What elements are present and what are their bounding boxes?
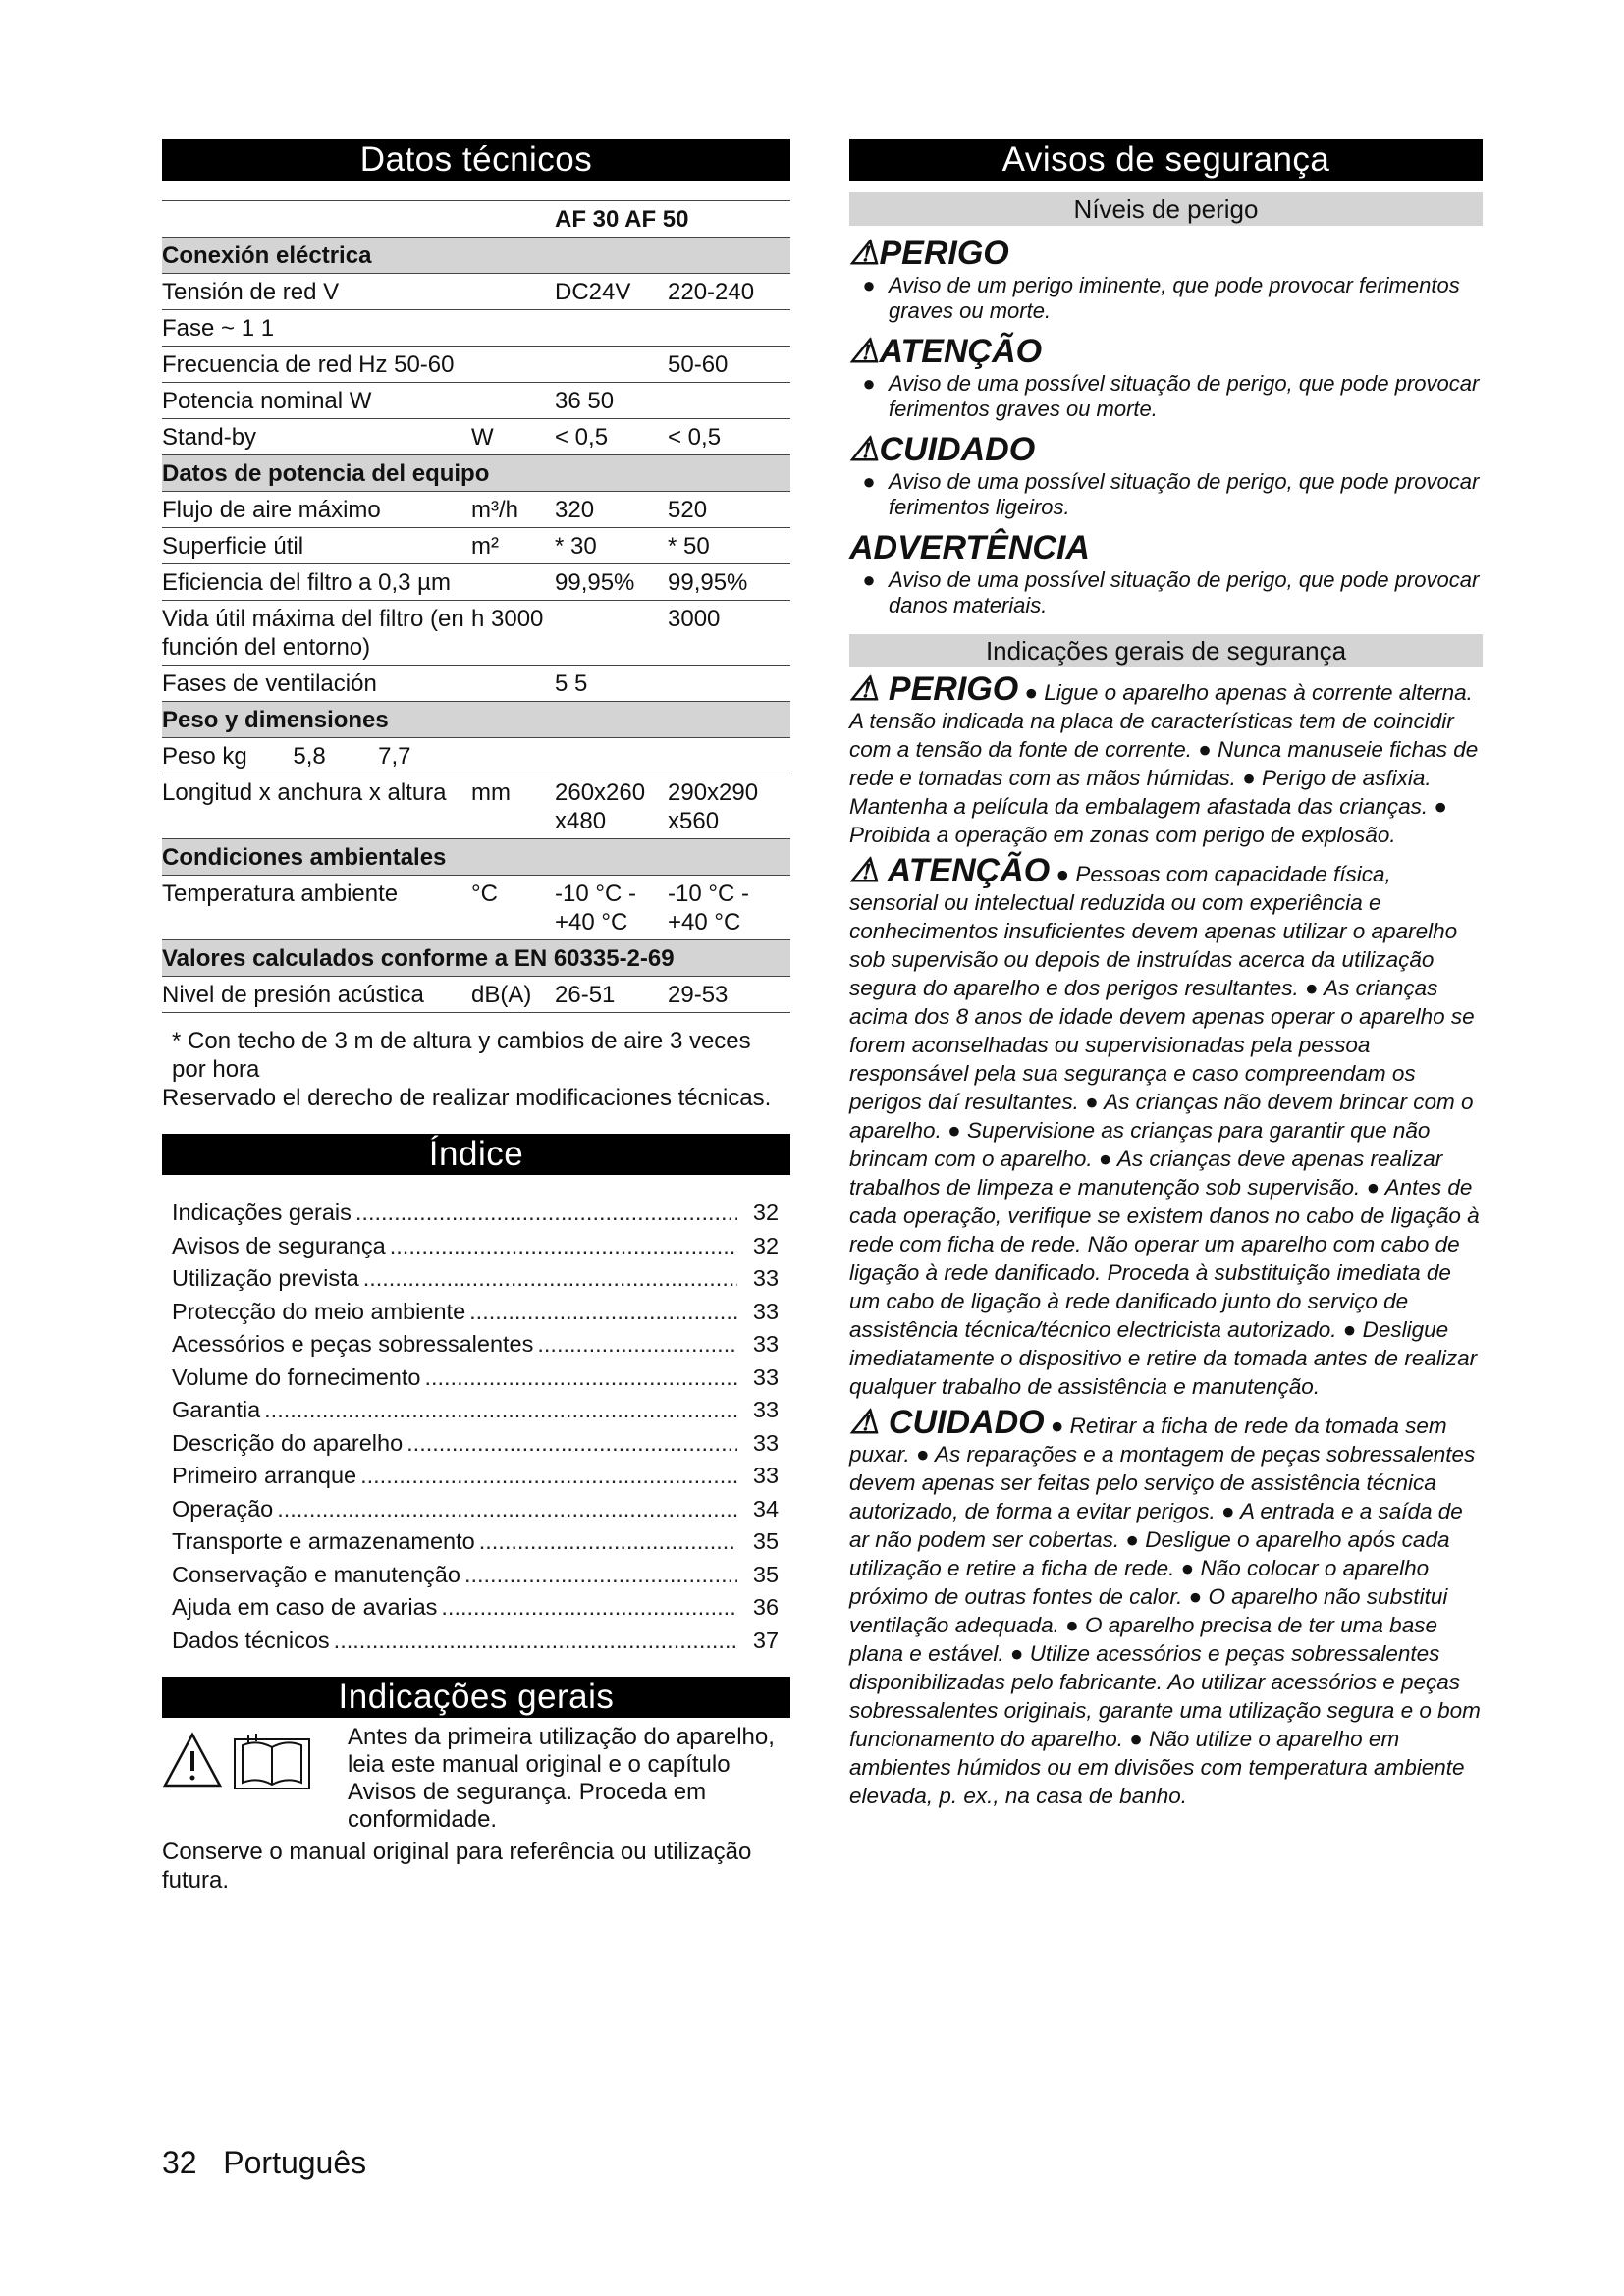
index-item[interactable]: [162, 1460, 790, 1493]
index-leader-dots: [363, 1262, 737, 1296]
hazard-level-text: Aviso de uma possível situação de perigo, que pode provocar danos materiais.: [889, 567, 1480, 617]
general-safety-title: Indicações gerais de segurança: [849, 634, 1483, 667]
index-leader-dots: [390, 1230, 737, 1263]
index-item-label: Avisos de segurança: [172, 1232, 386, 1258]
safety-paragraph: [849, 670, 1483, 849]
tech-cell-c1: Fases de ventilación: [162, 666, 471, 702]
tech-cell-c4: [668, 383, 790, 419]
tech-cell-c4: 520: [668, 492, 790, 528]
index-leader-dots: [464, 1559, 737, 1592]
tech-cell-c3: [555, 738, 668, 774]
index-item-page: 37: [752, 1627, 780, 1653]
index-item-page: 33: [752, 1463, 780, 1488]
index-item[interactable]: [162, 1197, 790, 1230]
tech-cell-c2: [471, 274, 555, 310]
index-item[interactable]: [162, 1525, 790, 1559]
tech-cell-c2: [471, 564, 555, 601]
tech-cell-c3: * 30: [555, 528, 668, 564]
index-item[interactable]: [162, 1296, 790, 1329]
index-leader-dots: [406, 1427, 737, 1461]
general-icons: [162, 1724, 344, 1834]
index-leader-dots: [355, 1197, 737, 1230]
index-item-label: Conservação e manutenção: [172, 1561, 460, 1587]
safety-paragraphs: [849, 670, 1483, 1810]
tech-cell-c1: Nivel de presión acústica: [162, 977, 471, 1013]
tech-cell-c3: -10 °C - +40 °C: [555, 876, 668, 940]
index-item[interactable]: [162, 1262, 790, 1296]
tech-cell-c2: mm: [471, 774, 555, 839]
index-leader-dots: [537, 1328, 737, 1362]
tech-row: [162, 347, 790, 383]
index-item-label: Volume do fornecimento: [172, 1363, 421, 1390]
left-column: [162, 139, 790, 1895]
index-leader-dots: [334, 1625, 737, 1658]
tech-cell-c2: h 3000: [471, 601, 555, 666]
safety-paragraph-text: ● Pessoas com capacidade física, sensorial ou intelectual reduzida ou com experiência e conhecimentos insuficientes devem apenas utilizar o aparelho sob supervisão ou depois de instruídas acerca da utilização segura do aparelho e dos perigos resultantes. ● As crianças acima dos 8 anos de idade devem apenas operar o aparelho se forem aconselhadas ou supervisionadas pela pessoa responsável pela sua segurança e caso compreendam os perigos daí resultantes. ● As crianças não devem brincar com o aparelho. ● Supervisione as crianças para garantir que não brincam com o aparelho. ● As crianças deve apenas realizar trabalhos de limpeza e manutenção sob supervisão. ● Antes de cada operação, verifique se existem danos no cabo de ligação à rede com ficha de rede. Não operar um aparelho com cabo de ligação à rede danificado. Proceda à substituição imediata de um cabo de ligação à rede danificado junto do serviço de assistência técnica/técnico electricista autorizado. ● Desligue imediatamente o dispositivo e retire da tomada antes de realizar qualquer trabalho de assistência e manutenção.: [849, 862, 1480, 1399]
tech-cell-c1: Flujo de aire máximo: [162, 492, 471, 528]
tech-cell-c4: [668, 666, 790, 702]
bullet-icon: ●: [862, 567, 876, 592]
index-list: [162, 1197, 790, 1657]
general-text: Antes da primeira utilização do aparelho, leia este manual original e o capítulo Avisos de segurança. Proceda em conformidade.: [348, 1724, 775, 1833]
bullet-icon: ●: [862, 371, 876, 396]
tech-row: [162, 274, 790, 310]
index-item-label: Utilização prevista: [172, 1265, 359, 1291]
tech-cell-c3: 26-51: [555, 977, 668, 1013]
index-item-label: Indicações gerais: [172, 1200, 352, 1225]
tech-section-label: Datos de potencia del equipo: [162, 455, 790, 492]
tech-cell-c1: Temperatura ambiente: [162, 876, 471, 940]
safety-title: Avisos de segurança: [849, 139, 1483, 181]
index-item-label: Protecção do meio ambiente: [172, 1298, 466, 1324]
hazard-level-item: [849, 371, 1483, 422]
tech-cell-c1: Longitud x anchura x altura: [162, 774, 471, 839]
index-item-page: 33: [752, 1363, 780, 1390]
index-item-page: 32: [752, 1232, 780, 1258]
tech-cell-c2: m²: [471, 528, 555, 564]
general-block: [162, 1724, 790, 1834]
general-title: Indicações gerais: [162, 1677, 790, 1718]
index-item-label: Dados técnicos: [172, 1627, 330, 1653]
index-item[interactable]: [162, 1394, 790, 1427]
tech-row: [162, 601, 790, 666]
tech-row: [162, 564, 790, 601]
general-keep: Conserve o manual original para referência ou utilização futura.: [162, 1839, 752, 1894]
hazard-level-text: Aviso de um perigo iminente, que pode provocar ferimentos graves ou morte.: [889, 273, 1460, 323]
index-leader-dots: [479, 1525, 737, 1559]
hazard-level-text: Aviso de uma possível situação de perigo, que pode provocar ferimentos ligeiros.: [889, 469, 1480, 519]
tech-cell-c3: 36 50: [555, 383, 668, 419]
tech-cell-c3: [555, 347, 668, 383]
index-item[interactable]: [162, 1591, 790, 1625]
index-item-page: 36: [752, 1594, 780, 1620]
index-title: Índice: [162, 1134, 790, 1175]
tech-cell-c3: < 0,5: [555, 419, 668, 455]
tech-section-label: Conexión eléctrica: [162, 238, 790, 274]
hazard-level-text: Aviso de uma possível situação de perigo, que pode provocar ferimentos graves ou morte.: [889, 371, 1480, 421]
index-item-page: 35: [752, 1561, 780, 1587]
tech-row: [162, 383, 790, 419]
safety-paragraph-heading: ⚠ PERIGO: [849, 670, 1019, 708]
tech-cell-c3: 320: [555, 492, 668, 528]
tech-cell-c4: 99,95%: [668, 564, 790, 601]
tech-cell-c3: 260x260 x480: [555, 774, 668, 839]
tech-title: Datos técnicos: [162, 139, 790, 181]
tech-cell-c4: 3000: [668, 601, 790, 666]
hazard-level-item: [849, 567, 1483, 618]
hazard-level-heading: ⚠ATENÇÃO: [849, 333, 1043, 370]
hazard-level-item: [849, 469, 1483, 520]
tech-cell-c1: Peso kg 5,8 7,7: [162, 738, 471, 774]
tech-cell-c1: Superficie útil: [162, 528, 471, 564]
tech-cell-c2: W: [471, 419, 555, 455]
tech-section-label: Valores calculados conforme a EN 60335-2-69: [162, 940, 790, 977]
tech-section-row: [162, 702, 790, 738]
tech-cell-c3: [555, 601, 668, 666]
tech-header: AF 30 AF 50: [555, 201, 790, 238]
tech-cell-c3: [555, 310, 668, 347]
index-item[interactable]: [162, 1493, 790, 1526]
index-item-page: 33: [752, 1429, 780, 1456]
tech-table: [162, 200, 790, 1013]
tech-notes: [162, 1027, 790, 1112]
tech-cell-c2: [471, 383, 555, 419]
index-leader-dots: [424, 1362, 737, 1395]
tech-section-row: [162, 839, 790, 876]
index-item[interactable]: [162, 1230, 790, 1263]
tech-cell-c4: -10 °C - +40 °C: [668, 876, 790, 940]
index-item-label: Primeiro arranque: [172, 1463, 357, 1488]
tech-cell-c1: Vida útil máxima del filtro (en función del entorno): [162, 601, 471, 666]
tech-cell-c1: Potencia nominal W: [162, 383, 471, 419]
page-footer: [162, 2145, 366, 2181]
tech-row: [162, 774, 790, 839]
safety-paragraph: [849, 1404, 1483, 1810]
tech-note-1: * Con techo de 3 m de altura y cambios de aire 3 veces por hora: [172, 1028, 751, 1083]
index-item-label: Operação: [172, 1495, 274, 1522]
index-leader-dots: [441, 1591, 737, 1625]
bullet-icon: ●: [862, 469, 876, 494]
tech-cell-c1: Fase ~ 1 1: [162, 310, 471, 347]
hazard-levels: [849, 234, 1483, 618]
tech-row: [162, 310, 790, 347]
tech-cell-c2: [471, 666, 555, 702]
safety-paragraph-text: ● Retirar a ficha de rede da tomada sem puxar. ● As reparações e a montagem de peças sobressalentes devem apenas ser feitas pelo serviço de assistência técnica autorizado, de forma a evitar perigos. ● A entrada e a saída de ar não podem ser cobertas. ● Desligue o aparelho após cada utilização e retire a ficha de rede. ● Não colocar o aparelho próximo de outras fontes de calor. ● O aparelho não substitui ventilação adequada. ● O aparelho precisa de ter uma base plana e estável. ● Utilize acessórios e peças sobressalentes disponibilizadas pelo fabricante. Ao utilizar acessórios e peças sobressalentes originais, garante uma utilização segura e o bom funcionamento do aparelho. ● Não utilize o aparelho em ambientes húmidos ou em divisões com temperatura ambiente elevada, p. ex., na casa de banho.: [849, 1414, 1481, 1808]
index-leader-dots: [469, 1296, 737, 1329]
tech-cell-c3: 99,95%: [555, 564, 668, 601]
tech-cell-c4: 220-240: [668, 274, 790, 310]
tech-row: [162, 419, 790, 455]
tech-cell-c4: 29-53: [668, 977, 790, 1013]
index-item-page: 34: [752, 1495, 780, 1522]
tech-cell-c2: °C: [471, 876, 555, 940]
safety-paragraph-heading: ⚠ ATENÇÃO: [849, 852, 1051, 889]
index-item[interactable]: [162, 1362, 790, 1395]
index-item-label: Descrição do aparelho: [172, 1429, 404, 1456]
index-item-label: Transporte e armazenamento: [172, 1528, 475, 1554]
index-item-page: 33: [752, 1331, 780, 1357]
tech-section-row: [162, 455, 790, 492]
tech-section-row: [162, 238, 790, 274]
tech-cell-c4: [668, 738, 790, 774]
warning-triangle-icon: [162, 1732, 223, 1789]
tech-row: [162, 977, 790, 1013]
index-item-page: 33: [752, 1397, 780, 1422]
tech-cell-c4: 290x290 x560: [668, 774, 790, 839]
tech-cell-c1: Tensión de red V: [162, 274, 471, 310]
hazard-level-heading: ⚠CUIDADO: [849, 431, 1036, 468]
hazard-level-item: [849, 273, 1483, 324]
page-number: 32: [162, 2145, 197, 2180]
index-item-label: Ajuda em caso de avarias: [172, 1594, 438, 1620]
index-leader-dots: [264, 1394, 737, 1427]
index-item-label: Acessórios e peças sobressalentes: [172, 1331, 534, 1357]
index-leader-dots: [360, 1460, 737, 1493]
tech-note-2: Reservado el derecho de realizar modificaciones técnicas.: [162, 1085, 772, 1111]
index-item-page: 33: [752, 1265, 780, 1291]
tech-row: [162, 528, 790, 564]
index-item-label: Garantia: [172, 1397, 261, 1422]
index-item[interactable]: [162, 1559, 790, 1592]
tech-cell-c1: Eficiencia del filtro a 0,3 µm: [162, 564, 471, 601]
index-item[interactable]: [162, 1328, 790, 1362]
tech-cell-c3: 5 5: [555, 666, 668, 702]
tech-cell-c1: Frecuencia de red Hz 50-60: [162, 347, 471, 383]
tech-section-label: Peso y dimensiones: [162, 702, 790, 738]
hazard-level-heading: ADVERTÊNCIA: [849, 529, 1090, 566]
tech-row: [162, 738, 790, 774]
tech-section-row: [162, 940, 790, 977]
index-item-page: 32: [752, 1200, 780, 1225]
tech-cell-c2: [471, 347, 555, 383]
hazard-level-heading: ⚠PERIGO: [849, 235, 1009, 272]
tech-cell-c1: Stand-by: [162, 419, 471, 455]
right-column: [849, 139, 1483, 1810]
tech-cell-c2: [471, 738, 555, 774]
tech-row: [162, 492, 790, 528]
tech-cell-c4: < 0,5: [668, 419, 790, 455]
index-item[interactable]: [162, 1427, 790, 1461]
tech-cell-c4: * 50: [668, 528, 790, 564]
tech-cell-c2: dB(A): [471, 977, 555, 1013]
tech-cell-c4: 50-60: [668, 347, 790, 383]
safety-paragraph: [849, 852, 1483, 1401]
tech-cell-c4: [668, 310, 790, 347]
tech-row: [162, 876, 790, 940]
footer-language: Português: [223, 2145, 367, 2180]
levels-title: Níveis de perigo: [849, 192, 1483, 226]
bullet-icon: ●: [862, 273, 876, 297]
manual-book-icon: [233, 1732, 311, 1792]
tech-section-label: Condiciones ambientales: [162, 839, 790, 876]
tech-cell-c3: DC24V: [555, 274, 668, 310]
tech-cell-c2: m³/h: [471, 492, 555, 528]
index-item-page: 33: [752, 1298, 780, 1324]
tech-cell-c2: [471, 310, 555, 347]
index-item-page: 35: [752, 1528, 780, 1554]
safety-paragraph-text: ● Ligue o aparelho apenas à corrente alterna. A tensão indicada na placa de características tem de coincidir com a tensão da fonte de corrente. ● Nunca manuseie fichas de rede e tomadas com as mãos húmidas. ● Perigo de asfixia. Mantenha a película da embalagem afastada das crianças. ● Proibida a operação em zonas com perigo de explosão.: [849, 680, 1479, 847]
safety-paragraph-heading: ⚠ CUIDADO: [849, 1404, 1045, 1441]
tech-row: [162, 666, 790, 702]
index-leader-dots: [277, 1493, 737, 1526]
index-item[interactable]: [162, 1625, 790, 1658]
